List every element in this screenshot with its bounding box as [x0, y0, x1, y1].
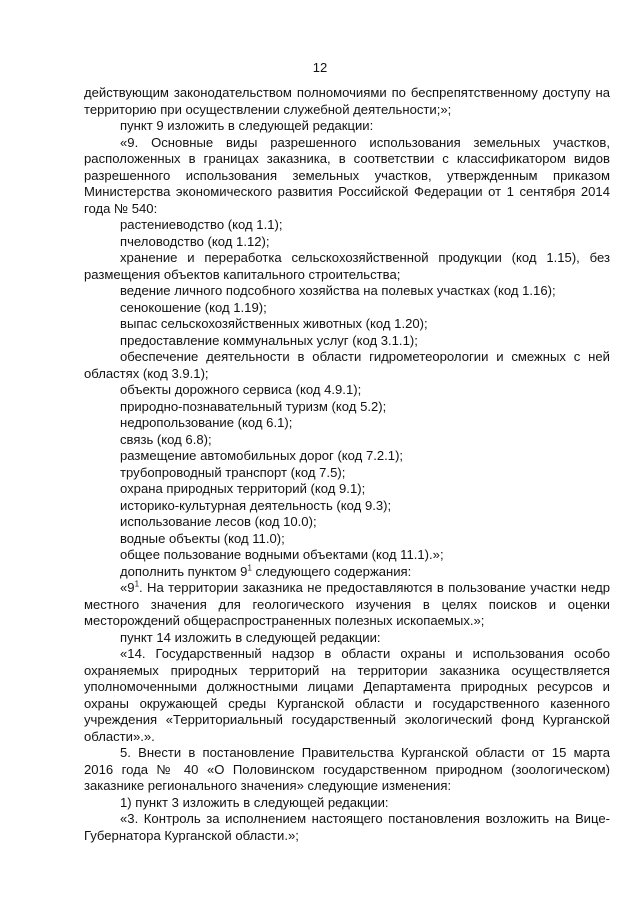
list-item: пчеловодство (код 1.12); — [120, 233, 270, 249]
list-item: связь (код 6.8); — [120, 431, 212, 447]
instruction-paragraph: пункт 14 изложить в следующей редакции: — [120, 629, 381, 645]
list-item: обеспечение деятельности в области гидрометеорологии и смежных с ней областях (код 3.9.1); — [84, 349, 610, 381]
text-segment: дополнить пунктом 9 — [120, 563, 248, 579]
text-segment: «9 — [120, 580, 135, 595]
superscript: 1 — [247, 563, 252, 573]
list-item: трубопроводный транспорт (код 7.5); — [120, 464, 346, 480]
page-number: 12 — [312, 60, 328, 75]
clause-3-paragraph: «3. Контроль за исполнением настоящего постановления возложить на Вице-Губернатора Курганской области.»; — [84, 811, 610, 843]
document-body — [84, 85, 610, 844]
list-item: объекты дорожного сервиса (код 4.9.1); — [120, 382, 362, 397]
list-item: природно-познавательный туризм (код 5.2); — [120, 398, 387, 414]
list-item: охрана природных территорий (код 9.1); — [120, 481, 366, 496]
list-item: предоставление коммунальных услуг (код 3.1.1); — [120, 332, 418, 348]
list-item: размещение автомобильных дорог (код 7.2.1); — [120, 448, 404, 463]
amendment-paragraph: 5. Внести в постановление Правительства Курганской области от 15 марта 2016 года № 40 «О Половинском государственном природном (зоологическом) заказнике регионального значения» следующие изменения: — [84, 745, 610, 793]
instruction-paragraph — [84, 564, 610, 581]
clause-9-paragraph: «9. Основные виды разрешенного использования земельных участков, расположенных в границах заказника, в соответствии с классификатором видов разрешенного использования земельных участков, утвержденным приказом Министерства экономического развития Российской Федерации от 1 сентября 2014 года № 540: — [84, 134, 610, 216]
superscript: 1 — [134, 579, 140, 589]
list-item: сенокошение (код 1.19); — [120, 299, 267, 315]
instruction-paragraph: пункт 9 изложить в следующей редакции: — [120, 118, 374, 133]
list-item: выпас сельскохозяйственных животных (код 1.20); — [120, 316, 428, 331]
list-item: растениеводство (код 1.1); — [120, 217, 283, 232]
text-segment: . На территории заказника не предоставляются в пользование участки недр местного значения для геологического изучения в целях поисков и оценки месторождений общераспространенных полезных ископаемых.»; — [84, 580, 610, 628]
list-item: использование лесов (код 10.0); — [120, 514, 317, 529]
instruction-paragraph: 1) пункт 3 изложить в следующей редакции: — [120, 794, 389, 810]
list-item: общее пользование водными объектами (код 11.1).»; — [120, 547, 444, 562]
list-item: недропользование (код 6.1); — [120, 415, 293, 430]
text-segment: следующего содержания: — [251, 563, 412, 579]
list-item: хранение и переработка сельскохозяйственной продукции (код 1.15), без размещения объектов капитального строительства; — [84, 250, 610, 282]
clause-9-1-paragraph — [84, 580, 610, 630]
list-item: ведение личного подсобного хозяйства на полевых участках (код 1.16); — [120, 283, 556, 298]
paragraph-continuation: действующим законодательством полномочиями по беспрепятственному доступу на территорию при осуществлении служебной деятельности;»; — [84, 85, 610, 117]
list-item: историко-культурная деятельность (код 9.3); — [120, 497, 392, 513]
clause-14-paragraph: «14. Государственный надзор в области охраны и использования особо охраняемых природных территорий на территории заказника осуществляется уполномоченными должностными лицами Департамента природных ресурсов и охраны окружающей среды Курганской области и государственного казенного учреждения «Территориальный государственный экологический фонд Курганской области».». — [84, 646, 610, 744]
list-item: водные объекты (код 11.0); — [120, 530, 285, 546]
